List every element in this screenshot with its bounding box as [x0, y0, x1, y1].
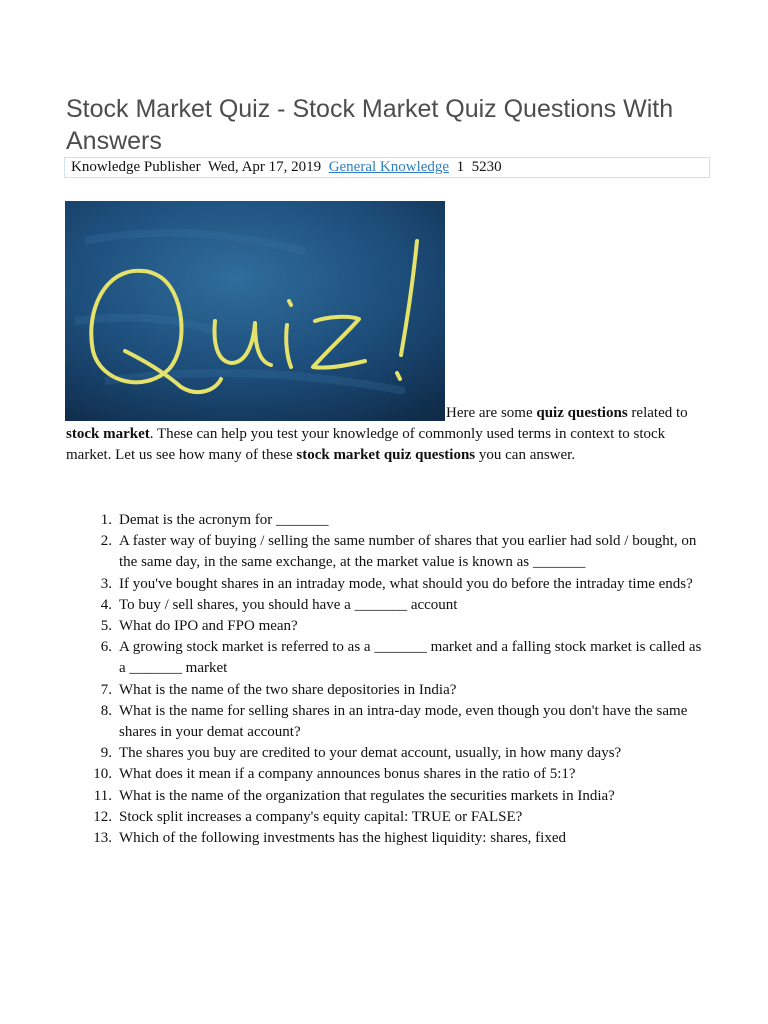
question-text: Demat is the acronym for _______	[119, 512, 329, 528]
intro-bold-stock-market: stock market	[66, 426, 150, 442]
article-meta-bar	[64, 157, 710, 178]
question-number: 4.	[100, 596, 112, 613]
question-number: 3.	[100, 575, 112, 592]
page-title: Stock Market Quiz - Stock Market Quiz Questions With Answers	[66, 95, 674, 155]
question-item	[66, 701, 706, 743]
question-number: 1.	[100, 512, 112, 528]
question-text: Stock split increases a company's equity capital: TRUE or FALSE?	[119, 808, 523, 825]
question-number: 7.	[100, 681, 112, 698]
question-number: 8.	[100, 702, 112, 719]
question-item	[66, 764, 706, 785]
question-text: The shares you buy are credited to your demat account, usually, in how many days?	[119, 745, 622, 762]
publish-date: Wed, Apr 17, 2019	[207, 159, 322, 175]
intro-bold-quiz-questions: quiz questions	[536, 405, 628, 421]
intro-paragraph	[66, 403, 696, 466]
question-number: 11.	[93, 787, 112, 804]
question-text: What is the name of the organization that regulates the securities markets in India?	[119, 787, 615, 804]
question-text: What is the name for selling shares in an intra-day mode, even though you don't have the same shares in your demat account?	[119, 702, 688, 741]
question-list	[66, 510, 706, 849]
question-number: 2.	[100, 533, 112, 550]
question-item	[66, 574, 706, 595]
question-item	[66, 786, 706, 807]
question-item	[66, 807, 706, 828]
intro-text-3: . These can help you test your knowledge of commonly used terms in context to stock market. Let us see how many of these	[66, 426, 666, 463]
question-item	[66, 743, 706, 764]
comment-count: 1	[456, 159, 465, 175]
question-text: A faster way of buying / selling the same number of shares that you earlier had sold / bought, on the same day, in the same exchange, at the market value is known as _______	[119, 533, 697, 571]
question-item	[66, 510, 706, 531]
question-number: 10.	[93, 766, 112, 783]
question-text: A growing stock market is referred to as a _______ market and a falling stock market is called as a _______ market	[119, 639, 702, 677]
question-text: To buy / sell shares, you should have a _______ account	[119, 596, 458, 613]
question-text: Which of the following investments has the highest liquidity: shares, fixed	[119, 830, 567, 847]
category-link[interactable]: General Knowledge	[328, 159, 450, 175]
question-number: 9.	[100, 745, 112, 762]
question-number: 13.	[93, 830, 112, 847]
question-text: If you've bought shares in an intraday mode, what should you do before the intraday time ends?	[119, 575, 693, 592]
view-count: 5230	[471, 159, 502, 175]
question-item	[66, 828, 706, 849]
question-number: 6.	[100, 639, 112, 656]
question-number: 12.	[93, 808, 112, 825]
question-item	[66, 531, 706, 573]
question-item	[66, 595, 706, 616]
question-item	[66, 637, 706, 679]
intro-text-1: Here are some	[446, 405, 537, 421]
quiz-chalkboard-image	[65, 201, 445, 421]
question-text: What does it mean if a company announces bonus shares in the ratio of 5:1?	[119, 766, 576, 783]
intro-text-2: related to	[627, 405, 688, 421]
intro-bold-quiz-questions-2: stock market quiz questions	[296, 447, 476, 463]
question-text: What do IPO and FPO mean?	[119, 618, 298, 635]
question-item	[66, 616, 706, 637]
author-name: Knowledge Publisher	[71, 159, 201, 175]
question-number: 5.	[100, 618, 112, 635]
question-item	[66, 680, 706, 701]
question-text: What is the name of the two share depositories in India?	[119, 681, 457, 698]
intro-text-4: you can answer.	[475, 447, 576, 463]
